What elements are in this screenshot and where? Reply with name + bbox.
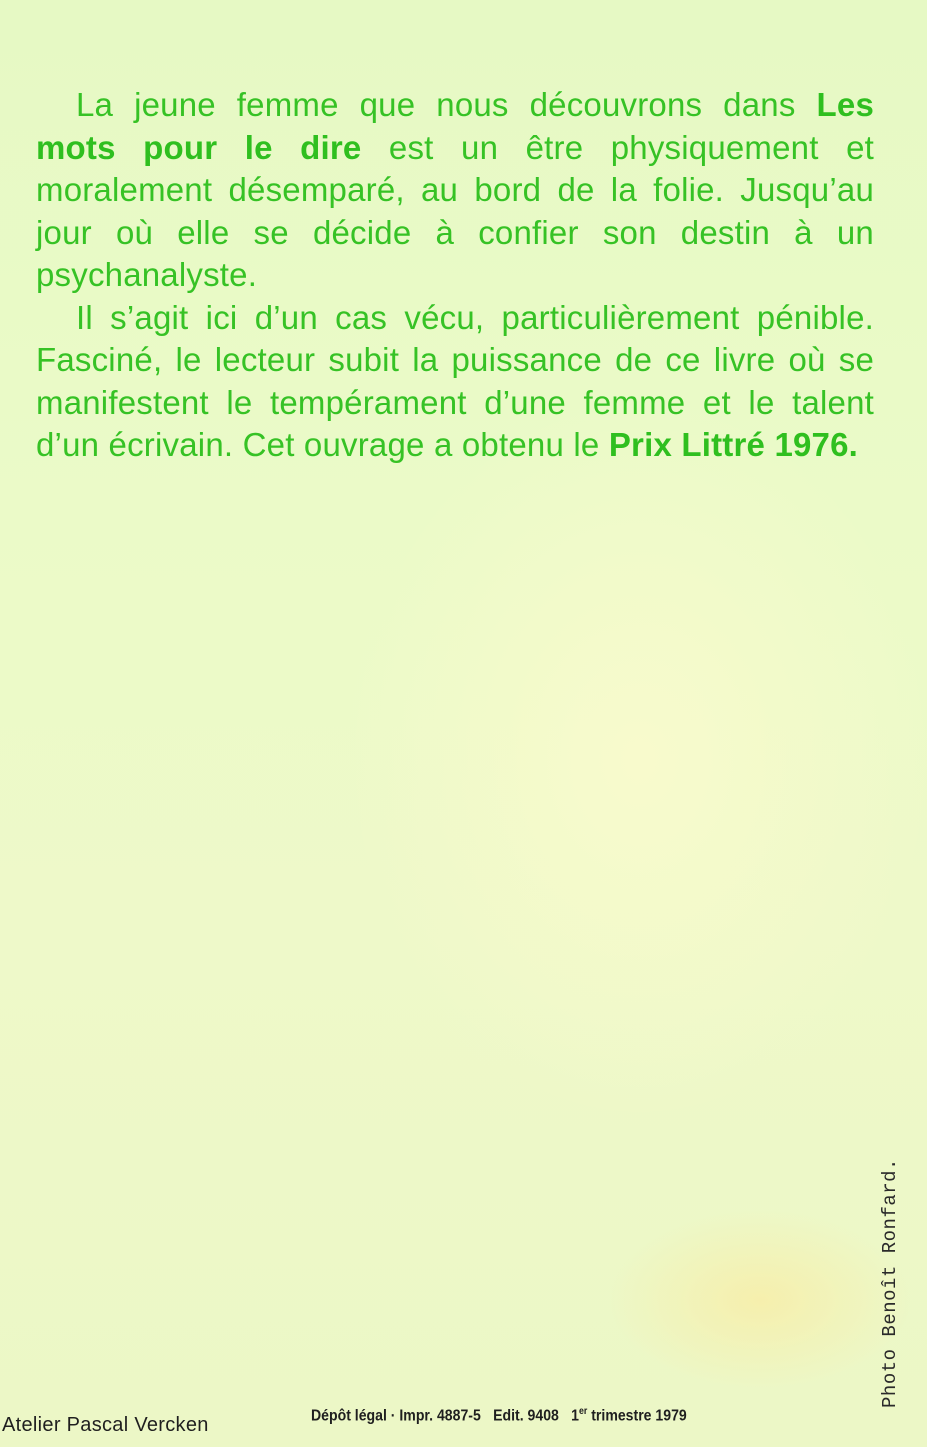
trimestre-year: trimestre 1979: [587, 1407, 687, 1425]
edition-number: Edit. 9408: [493, 1407, 559, 1425]
blurb-paragraph-1: [36, 84, 874, 297]
book-title: Les mots pour le dire: [36, 86, 874, 166]
legal-deposit: Dépôt légal · Impr. 4887-5: [311, 1407, 481, 1425]
blurb-p1-intro: La jeune femme que nous découvrons dans: [76, 86, 817, 123]
blurb-paragraph-2: [36, 297, 874, 467]
blurb-p1-rest: est un être physiquement et moralement désemparé, au bord de la folie. Jusqu’au jour où elle se décide à confier son destin à un psychanalyste.: [36, 128, 874, 293]
photo-credit-text: Photo Benoît Ronfard.: [879, 1157, 901, 1408]
trimestre-ordinal: er: [579, 1406, 588, 1417]
prize-name: Prix Littré 1976.: [608, 426, 859, 463]
legal-deposit-line: [311, 1406, 687, 1425]
back-cover-blurb: [36, 84, 874, 467]
photo-credit: [870, 1150, 910, 1415]
cover-designer-credit: Atelier Pascal Vercken: [2, 1414, 209, 1436]
trimestre-number: 1: [571, 1407, 580, 1425]
blurb-p2-text: Il s’agit ici d’un cas vécu, particulièrement pénible. Fasciné, le lecteur subit la puissance de ce livre où se manifestent le tempérament d’une femme et le talent d’un écrivain. Cet ouvrage a obtenu le: [36, 298, 874, 463]
